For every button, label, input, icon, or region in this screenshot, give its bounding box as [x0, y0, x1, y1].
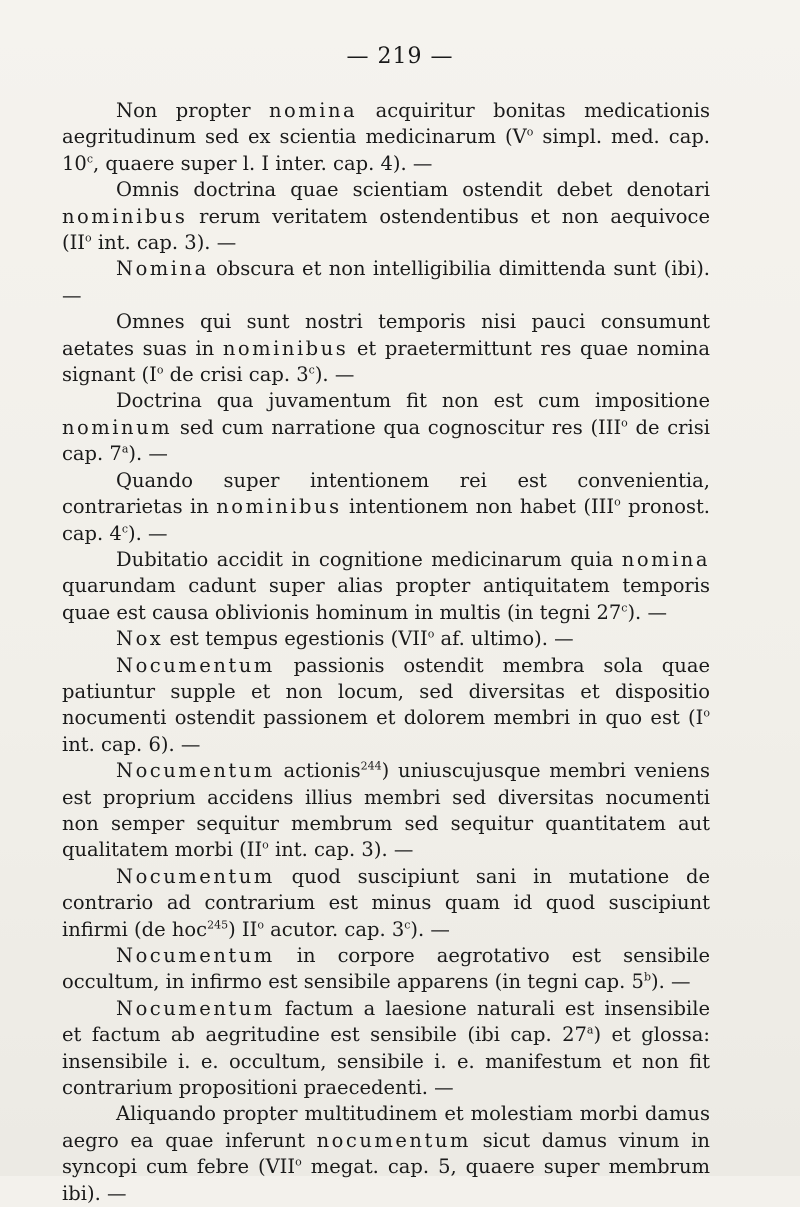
- text-run: ). —: [314, 363, 355, 387]
- spaced-term: nomina: [268, 99, 358, 122]
- text-run: ). —: [128, 521, 168, 545]
- superscript: b: [643, 970, 652, 984]
- spaced-term: nominibus: [216, 495, 342, 519]
- paragraph: [62, 758, 710, 864]
- paragraph: [62, 468, 710, 547]
- spaced-term: nominibus: [222, 336, 349, 360]
- text-run: in corpore aegrotativo est sensibile occultum, in infirmo est sensibile apparens (in tegni cap. 5: [62, 944, 710, 994]
- paragraph: [62, 177, 710, 256]
- paragraph: [62, 98, 710, 177]
- paragraph: [62, 256, 710, 309]
- paragraph: [62, 996, 710, 1102]
- superscript: c: [404, 918, 411, 932]
- footnote-ref: 245: [207, 918, 229, 932]
- paragraph: [62, 626, 710, 652]
- spaced-term: Nocumentum: [116, 864, 275, 888]
- text-run: ). —: [410, 917, 450, 941]
- spaced-term: nomina: [621, 547, 710, 571]
- text-run: int. cap. 6). —: [62, 732, 201, 756]
- spaced-term: Nomina: [116, 257, 209, 281]
- superscript: o: [262, 838, 269, 852]
- text-run: obscura et non intelligibilia dimittenda sunt (ibi). —: [62, 257, 710, 307]
- text-run: est tempus egestionis (VII: [163, 627, 428, 651]
- superscript: o: [156, 363, 164, 377]
- superscript: a: [121, 442, 129, 456]
- text-run: et praetermittunt res quae nomina signant (I: [62, 336, 710, 387]
- superscript: o: [526, 125, 534, 139]
- spaced-term: Nocumentum: [116, 996, 275, 1020]
- spaced-term: nominum: [62, 415, 173, 439]
- text-run: ) et glossa: insensibile i. e. occultum, sensibile i. e. manifestum et non fit contrarium propositioni praecedenti. —: [62, 1023, 710, 1100]
- text-run: Omnes qui sunt nostri temporis nisi pauci consumunt aetates suas in: [62, 310, 710, 360]
- text-run: actionis: [274, 759, 361, 783]
- superscript: o: [621, 416, 628, 430]
- paragraph: [62, 943, 710, 996]
- text-run: quarundam cadunt super alias propter antiquitatem temporis quae est causa oblivionis hominum in multis (in tegni 27: [62, 574, 710, 624]
- text-run: Non propter: [116, 99, 269, 122]
- text-run: ) uniuscujusque membri veniens est proprium accidens illius membri sed diversitas nocumenti non semper sequitur membrum sed sequitur quantitatem aut qualitatem morbi (II: [62, 759, 710, 862]
- text-run: ). —: [128, 442, 168, 466]
- text-run: rerum veritatem ostendentibus et non aequivoce (II: [62, 204, 710, 255]
- paragraph: [62, 388, 710, 467]
- superscript: o: [427, 627, 435, 641]
- paragraph: [62, 547, 710, 626]
- superscript: o: [703, 706, 710, 720]
- text-run: de crisi cap. 3: [163, 363, 309, 387]
- text-run: sicut damus vinum in syncopi cum febre (VII: [62, 1128, 710, 1179]
- text-run: ). —: [627, 600, 667, 624]
- text-run: intentionem non habet (III: [341, 495, 615, 519]
- text-run: passionis ostendit membra sola quae patiuntur supple et non locum, sed diversitas et dispositio nocumenti ostendit passionem et dolorem membri in quo est (I: [62, 653, 710, 730]
- paragraph: [62, 653, 710, 759]
- text-run: int. cap. 3). —: [268, 838, 414, 862]
- superscript: o: [614, 495, 621, 509]
- text-run: Omnis doctrina quae scientiam ostendit debet denotari: [116, 178, 710, 202]
- footnote-ref: 244: [360, 759, 382, 773]
- superscript: o: [85, 231, 92, 245]
- spaced-term: nocumentum: [316, 1128, 471, 1152]
- spaced-term: Nocumentum: [116, 944, 275, 967]
- text-run: ) II: [228, 917, 258, 941]
- superscript: c: [86, 152, 93, 166]
- text-run: factum a laesione naturali est insensibile et factum ab aegritudine est sensibile (ibi cap. 27: [62, 996, 710, 1047]
- text-run: Doctrina qua juvamentum fit non est cum impositione: [116, 389, 710, 413]
- spaced-term: Nox: [116, 627, 164, 651]
- superscript: c: [121, 522, 129, 535]
- text-run: Dubitatio accidit in cognitione medicinarum quia: [116, 547, 622, 571]
- main-text: [62, 98, 710, 1207]
- text-run: pronost. cap. 4: [62, 495, 710, 545]
- superscript: c: [308, 363, 315, 377]
- paragraph: [62, 1101, 710, 1207]
- text-run: de crisi cap. 7: [62, 415, 710, 466]
- text-run: Aliquando propter multitudinem et molestiam morbi damus aegro ea quae inferunt: [62, 1102, 710, 1152]
- text-run: acutor. cap. 3: [263, 917, 405, 941]
- spaced-term: nominibus: [62, 204, 188, 228]
- page-number: — 219 —: [346, 44, 454, 69]
- text-run: ). —: [651, 970, 691, 994]
- paragraph: [62, 309, 710, 388]
- text-run: megat. cap. 5, quaere super membrum ibi). —: [62, 1155, 710, 1205]
- text-run: af. ultimo). —: [434, 627, 574, 651]
- superscript: a: [586, 1023, 594, 1037]
- text-run: Quando super intentionem rei est convenientia, contrarietas in: [62, 468, 710, 519]
- text-run: , quaere super l. I inter. cap. 4). —: [93, 151, 433, 175]
- superscript: c: [621, 601, 628, 615]
- text-run: sed cum narratione qua cognoscitur res (III: [172, 415, 622, 439]
- text-run: acquiritur bonitas medicationis aegritudinum sed ex scientia medicinarum (V: [62, 99, 710, 149]
- text-run: simpl. med. cap. 10: [62, 125, 710, 175]
- paragraph: [62, 864, 710, 943]
- superscript: o: [257, 918, 264, 932]
- superscript: o: [295, 1155, 302, 1169]
- spaced-term: Nocumentum: [116, 653, 275, 677]
- spaced-term: Nocumentum: [116, 759, 275, 783]
- text-run: quod suscipiunt sani in mutatione de contrario ad contrarium est minus quam id quod suscipiunt infirmi (de hoc: [62, 864, 710, 941]
- text-run: int. cap. 3). —: [91, 231, 237, 255]
